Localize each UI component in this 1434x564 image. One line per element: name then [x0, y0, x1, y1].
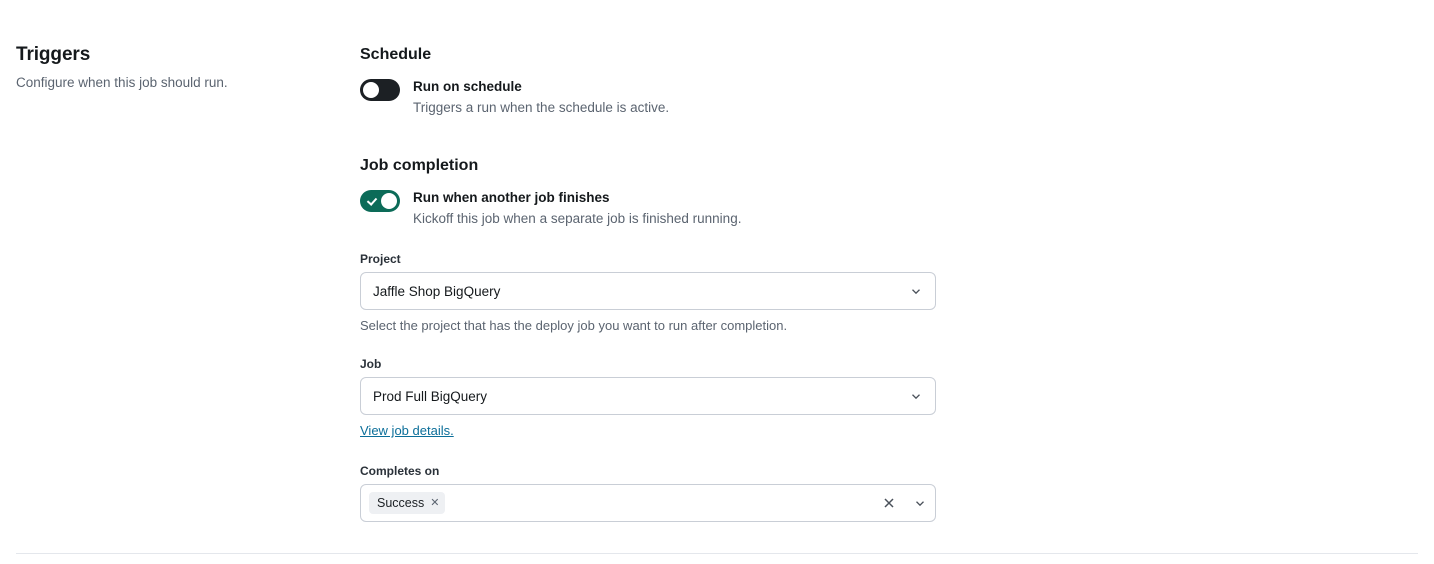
toggle-knob — [363, 82, 379, 98]
job-completion-group-title: Job completion — [360, 157, 479, 174]
chip-label: Success — [377, 496, 425, 510]
page-description: Configure when this job should run. — [16, 75, 228, 90]
completes-on-label: Completes on — [360, 464, 440, 478]
run-on-schedule-label: Run on schedule — [413, 79, 522, 94]
chevron-down-icon — [909, 284, 923, 298]
job-label: Job — [360, 357, 382, 371]
run-on-schedule-row — [360, 78, 960, 117]
job-select[interactable] — [360, 377, 936, 415]
completes-on-chip[interactable] — [369, 492, 445, 514]
project-field — [360, 252, 960, 333]
schedule-group-title: Schedule — [360, 46, 432, 63]
section-divider — [16, 553, 1418, 554]
project-label: Project — [360, 252, 401, 266]
job-selected-value: Prod Full BigQuery — [373, 388, 488, 404]
run-when-job-finishes-row — [360, 189, 960, 228]
project-select[interactable] — [360, 272, 936, 310]
run-on-schedule-toggle[interactable] — [360, 79, 400, 101]
run-when-job-finishes-help: Kickoff this job when a separate job is finished running. — [413, 211, 742, 226]
run-when-job-finishes-label: Run when another job finishes — [413, 190, 610, 205]
run-when-job-finishes-toggle[interactable] — [360, 190, 400, 212]
page-title: Triggers — [16, 44, 91, 65]
completes-on-multiselect[interactable] — [360, 484, 936, 522]
clear-icon[interactable] — [881, 495, 897, 511]
run-on-schedule-texts — [413, 78, 669, 117]
chevron-down-icon — [909, 389, 923, 403]
run-when-job-finishes-texts — [413, 189, 741, 228]
toggle-knob — [381, 193, 397, 209]
view-job-details-link[interactable]: View job details. — [360, 423, 454, 438]
run-on-schedule-help: Triggers a run when the schedule is active. — [413, 100, 670, 115]
project-help: Select the project that has the deploy job you want to run after completion. — [360, 318, 788, 333]
close-icon[interactable]: ✕ — [430, 496, 440, 509]
check-icon — [367, 195, 377, 206]
chevron-down-icon[interactable] — [913, 496, 927, 510]
job-field — [360, 357, 960, 440]
project-selected-value: Jaffle Shop BigQuery — [373, 283, 501, 299]
completes-on-field — [360, 464, 960, 522]
triggers-form — [360, 46, 960, 522]
triggers-section-header — [16, 44, 316, 93]
